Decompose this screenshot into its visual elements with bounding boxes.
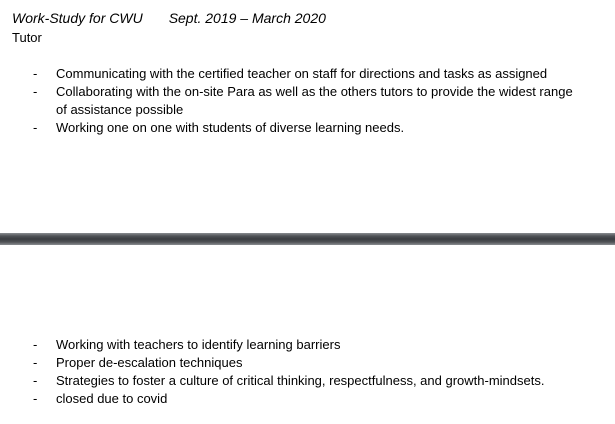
employment-dates: Sept. 2019 – March 2020 (168, 10, 326, 26)
list-item (0, 336, 586, 354)
skills-list (0, 336, 586, 408)
list-item (0, 390, 586, 408)
list-item-text: Working with teachers to identify learning barriers (56, 337, 341, 352)
list-dash: - (33, 337, 38, 352)
list-dash: - (33, 120, 38, 135)
list-dash: - (33, 66, 38, 81)
list-item-text: Strategies to foster a culture of critical thinking, respectfulness, and growth-mindsets. (56, 373, 545, 388)
list-dash: - (33, 355, 38, 370)
job-role: Tutor (12, 30, 42, 45)
list-dash: - (33, 373, 38, 388)
list-item-text: Proper de-escalation techniques (56, 355, 243, 370)
list-item-text: Collaborating with the on-site Para as well as the others tutors to provide the widest range of assistance possible (56, 84, 573, 117)
employer-name: Work-Study for CWU (12, 10, 143, 26)
page-divider (0, 233, 615, 245)
list-item (0, 65, 586, 83)
list-item-text: Working one on one with students of diverse learning needs. (56, 120, 405, 135)
list-dash: - (33, 391, 38, 406)
list-item (0, 372, 586, 390)
list-item-text: Communicating with the certified teacher on staff for directions and tasks as assigned (56, 66, 548, 81)
list-item (0, 354, 586, 372)
list-item (0, 119, 586, 137)
list-dash: - (33, 84, 38, 99)
list-item (0, 83, 586, 119)
list-item-text: closed due to covid (56, 391, 168, 406)
responsibilities-list (0, 65, 586, 137)
job-header (12, 10, 326, 26)
